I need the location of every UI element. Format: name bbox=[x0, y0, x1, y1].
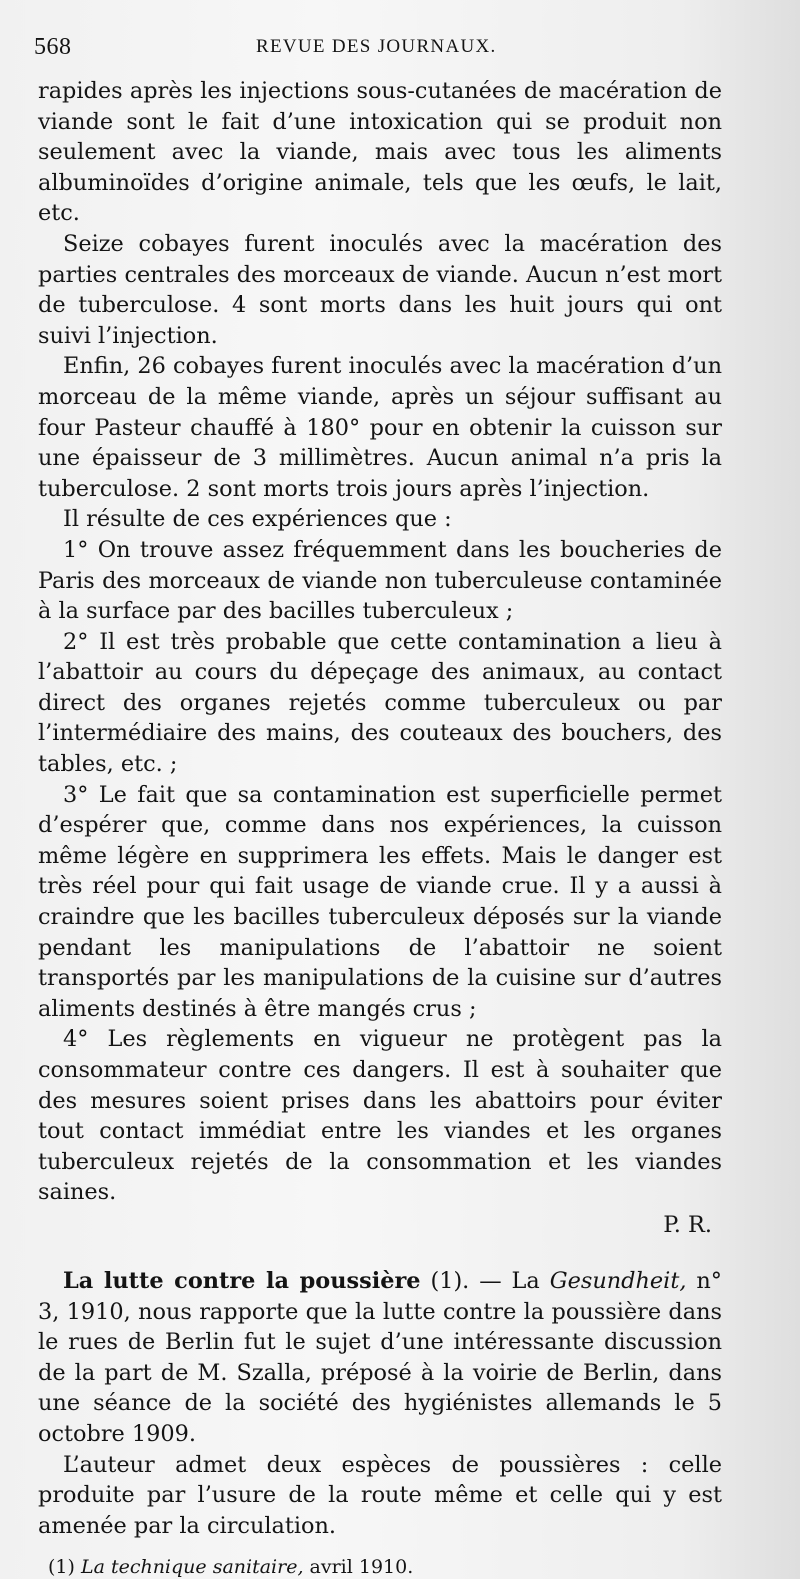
paragraph-cobayes-vingt-six: Enfin, 26 cobayes furent inoculés avec la macération d’un morceau de la même viande, après un séjour suffisant au four Pasteur chauffé à 180° pour en obtenir la cuisson sur une épaisseur de 3 millimètres. Aucun animal n’a pris la tuberculose. 2 sont morts trois jours après l’injection. bbox=[38, 353, 722, 502]
author-initials: P. R. bbox=[663, 1211, 712, 1238]
journal-name: Gesundheit, bbox=[549, 1267, 687, 1294]
paragraph-cobayes-seize: Seize cobayes furent inoculés avec la macération des parties centrales des morceaux de viande. Aucun n’est mort de tuberculose. 4 sont morts dans les huit jours qui ont suivi l’injection. bbox=[38, 230, 722, 349]
section-title: La lutte contre la poussière bbox=[63, 1267, 421, 1294]
paragraph-continuation: rapides après les injections sous-cutanées de macération de viande sont le fait d’une intoxication qui se produit non seulement avec la viande, mais avec tous les aliments albuminoïdes d’origine animale, tels que les œufs, le lait, etc. bbox=[38, 78, 722, 227]
footnote bbox=[38, 1555, 722, 1579]
paragraph-conclusion-4: 4° Les règlements en vigueur ne protègent pas la consommateur contre ces dangers. Il est à souhaiter que des mesures soient prises dans les abattoirs pour éviter tout contact immédiat entre les viandes et les organes tuberculeux rejetés de la consommation et les viandes saines. bbox=[38, 1026, 722, 1206]
footnote-date: avril 1910. bbox=[303, 1556, 414, 1579]
document-page bbox=[34, 30, 722, 1579]
section-second-paragraph: L’auteur admet deux espèces de poussières : celle produite par l’usure de la route même et celle qui y est amenée par la circulation. bbox=[38, 1451, 722, 1539]
section-first-paragraph bbox=[38, 1266, 722, 1450]
section-first-text: n° 3, 1910, nous rapporte que la lutte contre la poussière dans le rues de Berlin fut le sujet d’une intéressante discussion de la part de M. Szalla, préposé à la voirie de Berlin, dans une séance de la société des hygiénistes allemands le 5 octobre 1909. bbox=[38, 1267, 722, 1447]
article-poussiere bbox=[38, 1266, 722, 1541]
paragraph-conclusion-intro: Il résulte de ces expériences que : bbox=[63, 506, 452, 533]
footnote-title: La technique sanitaire, bbox=[80, 1556, 304, 1579]
running-head: REVUE DES JOURNAUX. bbox=[256, 36, 497, 57]
paragraph-conclusion-1: 1° On trouve assez fréquemment dans les boucheries de Paris des morceaux de viande non tuberculeuse contaminée à la surface par des bacilles tuberculeux ; bbox=[38, 536, 722, 625]
paragraph-conclusion-2: 2° Il est très probable que cette contamination a lieu à l’abattoir au cours du dépeçage des animaux, au contact direct des organes rejetés comme tuberculeux ou par l’intermédiaire des mains, des couteaux des bouchers, des tables, etc. ; bbox=[38, 628, 722, 778]
paragraph-conclusion-3: 3° Le fait que sa contamination est superficielle permet d’espérer que, comme dans nos expériences, la cuisson même légère en supprimera les effets. Mais le danger est très réel pour qui fait usage de viande crue. Il y a aussi à craindre que les bacilles tuberculeux déposés sur la viande pendant les manipulations de l’abattoir ne soient transportés par les manipulations de la cuisine sur d’autres aliments destinés à être mangés crus ; bbox=[38, 781, 722, 1022]
footnote-marker: (1) bbox=[48, 1556, 81, 1579]
page-number: 568 bbox=[34, 34, 72, 60]
page-header bbox=[34, 30, 722, 68]
article-body bbox=[38, 76, 722, 1208]
section-title-note: (1). — La bbox=[420, 1267, 550, 1294]
